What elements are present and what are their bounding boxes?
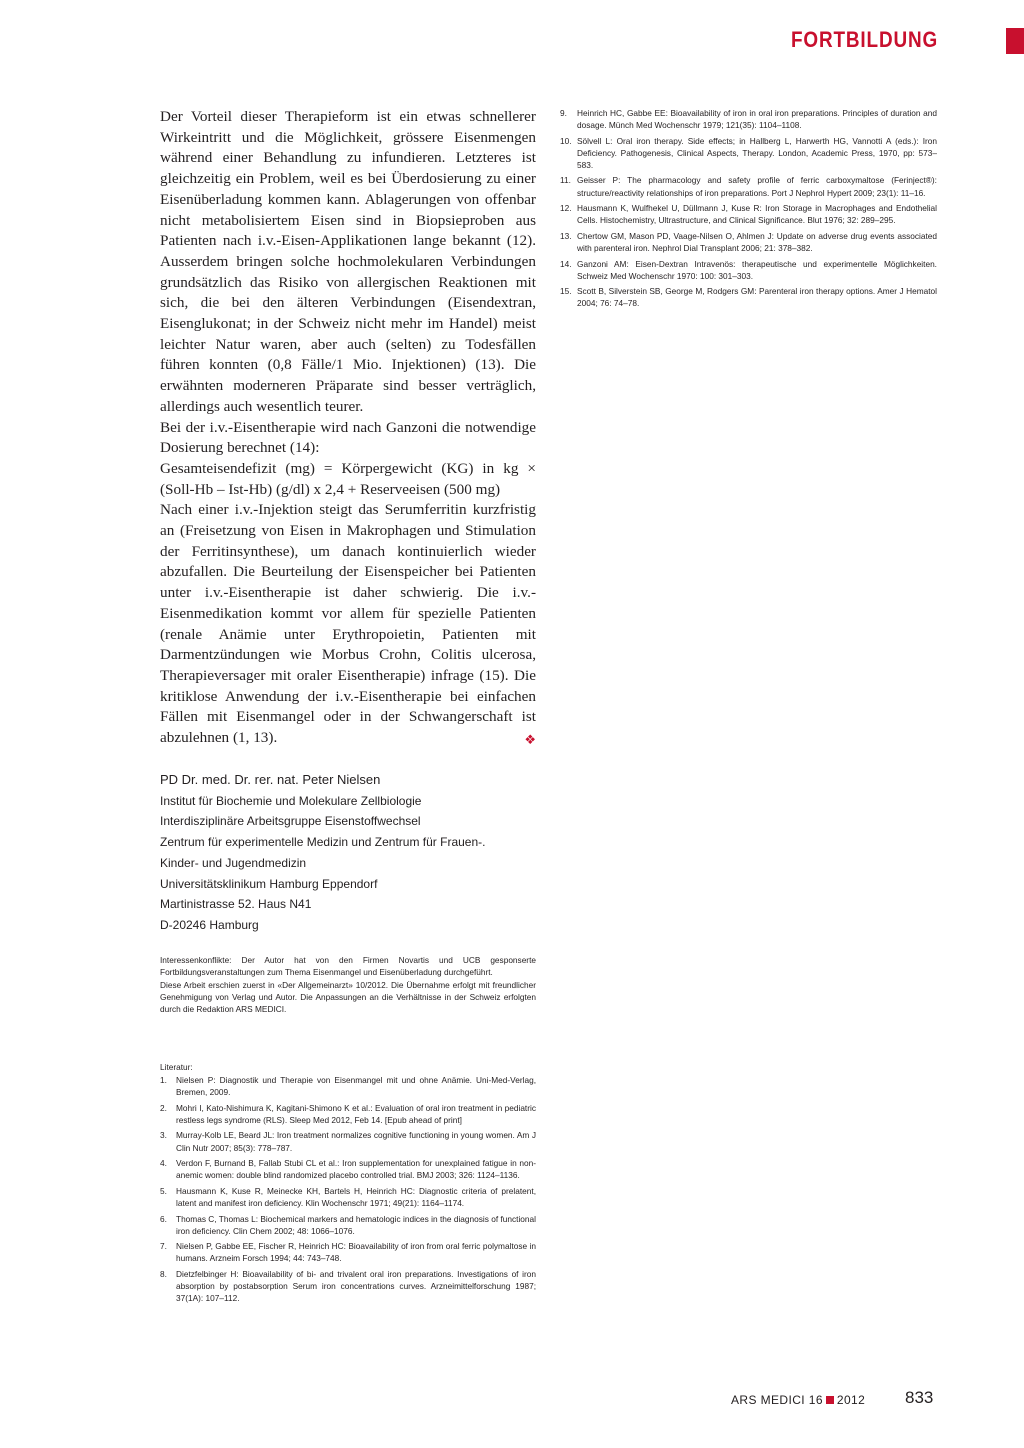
author-block bbox=[160, 770, 540, 936]
reference-text: Verdon F, Burnand B, Fallab Stubi CL et al.: Iron supplementation for unexplained fatigue in non-anemic women: double blind randomized placebo controlled trial. BMJ 2003; 326: 1124–1136. bbox=[176, 1158, 536, 1181]
reference-item bbox=[160, 1102, 536, 1126]
reference-text: Sölvell L: Oral iron therapy. Side effects; in Hallberg L, Harwerth HG, Vannotti A (eds.): Iron Deficiency. Pathogenesis, Clinical Aspects, Therapy. London, Academic Press, 1970, pp: 573–583. bbox=[577, 135, 937, 170]
article-body bbox=[160, 107, 536, 751]
reference-number: 14. bbox=[560, 258, 572, 269]
reference-item bbox=[560, 107, 937, 131]
reference-number: 8. bbox=[160, 1268, 167, 1279]
author-affiliation-line: Zentrum für experimentelle Medizin und Zentrum für Frauen-. bbox=[160, 835, 486, 850]
reference-number: 7. bbox=[160, 1241, 167, 1252]
reference-number: 6. bbox=[160, 1213, 167, 1224]
end-mark-icon: ❖ bbox=[524, 732, 536, 748]
reference-text: Heinrich HC, Gabbe EE: Bioavailability of iron in oral iron preparations. Principles of duration and dosage. Münch Med Wochenschr 1979; 121(35): 1104–1108. bbox=[577, 108, 937, 131]
reference-text: Hausmann K, Wulfhekel U, Düllmann J, Kuse R: Iron Storage in Macrophages and Endothelial Cells. Histochemistry, Ultrastructure, and Clinical Significance. Blut 1976; 32: 289–295. bbox=[577, 203, 937, 226]
journal-name: ARS MEDICI 16 bbox=[731, 1393, 823, 1407]
reference-list bbox=[160, 1074, 536, 1304]
body-paragraph: Bei der i.v.-Eisentherapie wird nach Ganzoni die notwendige Dosierung berechnet (14): bbox=[160, 418, 536, 457]
reference-item bbox=[160, 1129, 536, 1153]
reference-number: 15. bbox=[560, 286, 572, 297]
dosage-formula: Gesamteisendefizit (mg) = Körpergewicht (KG) in kg × (Soll-Hb – Ist-Hb) (g/dl) x 2,4 + Reserveeisen (500 mg) bbox=[160, 459, 536, 498]
literature-label: Literatur: bbox=[160, 1062, 193, 1072]
reference-number: 13. bbox=[560, 230, 572, 241]
reference-number: 3. bbox=[160, 1130, 167, 1141]
reference-number: 11. bbox=[560, 175, 571, 186]
reference-item bbox=[160, 1268, 536, 1304]
author-affiliation-line: Universitätsklinikum Hamburg Eppendorf bbox=[160, 876, 378, 891]
reference-item bbox=[160, 1213, 536, 1237]
reference-item bbox=[160, 1074, 536, 1098]
reference-text: Nielsen P: Diagnostik und Therapie von Eisenmangel mit und ohne Anämie. Uni-Med-Verlag, Bremen, 2009. bbox=[176, 1075, 536, 1098]
reference-number: 2. bbox=[160, 1102, 167, 1113]
reference-text: Geisser P: The pharmacology and safety profile of ferric carboxymaltose (Ferinject®): structure/reactivity relationships of iron preparations. Port J Nephrol Hypert 2009; 23(1): 11–16. bbox=[577, 175, 937, 198]
notes-block bbox=[160, 954, 536, 1015]
reference-number: 4. bbox=[160, 1158, 167, 1169]
section-title: FORTBILDUNG bbox=[790, 27, 938, 52]
reference-item bbox=[560, 174, 937, 198]
origin-note: Diese Arbeit erschien zuerst in «Der Allgemeinarzt» 10/2012. Die Übernahme erfolgt mit freundlicher Genehmigung von Verlag und Autor. Die Anpassungen an die Verhältnisse in der Schweiz erfolgten durch die Redaktion ARS MEDICI. bbox=[160, 979, 536, 1015]
body-paragraph-text: Nach einer i.v.-Injektion steigt das Serumferritin kurzfristig an (Freisetzung von Eisen in Makrophagen und Stimulation der Ferritinsynthese), um danach kontinuierlich wieder abzufallen. Die Beurteilung der Eisenspeicher bei Patienten unter i.v.-Eisentherapie ist daher schwierig. Die i.v.-Eisenmedikation kommt vor allem für spezielle Patienten (renale Anämie unter Erythropoietin, Patienten mit Darmentzündungen wie Morbus Crohn, Colitis ulcerosa, Therapieversager mit oraler Eisentherapie) infrage (15). Die kritiklose Anwendung der i.v.-Eisentherapie bei einfachen Fällen mit Eisenmangel oder in der Schwangerschaft ist abzulehnen (1, 13). bbox=[160, 501, 536, 747]
reference-text: Ganzoni AM: Eisen-Dextran Intravenös: therapeutische und experimentelle Möglichkeiten. Schweiz Med Wochenschr 1970: 100: 301–303. bbox=[577, 258, 937, 281]
reference-number: 10. bbox=[560, 135, 572, 146]
reference-number: 5. bbox=[160, 1185, 167, 1196]
reference-item bbox=[160, 1240, 536, 1264]
author-name: PD Dr. med. Dr. rer. nat. Peter Nielsen bbox=[160, 772, 381, 787]
section-marker bbox=[1006, 28, 1024, 54]
reference-text: Dietzfelbinger H: Bioavailability of bi- and trivalent oral iron preparations. Investigations of iron absorption by postabsorption Serum iron concentrations curves. Arzneimittelforschung 1987; 37(1A): 107–112. bbox=[176, 1268, 536, 1304]
reference-text: Nielsen P, Gabbe EE, Fischer R, Heinrich HC: Bioavailability of iron from oral ferric polymaltose in humans. Arzneim Forsch 1994; 44: 743–748. bbox=[176, 1241, 536, 1264]
reference-text: Hausmann K, Kuse R, Meinecke KH, Bartels H, Heinrich HC: Diagnostic criteria of prelatent, latent and manifest iron deficiency. Klin Wochenschr 1971; 49(21): 1164–1174. bbox=[176, 1185, 536, 1208]
reference-text: Murray-Kolb LE, Beard JL: Iron treatment normalizes cognitive functioning in young women. Am J Clin Nutr 2007; 85(3): 778–787. bbox=[176, 1130, 536, 1153]
references-left bbox=[160, 1061, 536, 1308]
reference-number: 12. bbox=[560, 203, 572, 214]
body-paragraph: Der Vorteil dieser Therapieform ist ein etwas schnellerer Wirkeintritt und die Möglichkeit, grössere Eisenmengen während einer Behandlung zu infundieren. Letzteres ist gleichzeitig ein Problem, weil es bei Überdosierung zu einer Eisenüberladung kommen kann. Ablagerungen von offenbar nicht metabolisiertem Eisen sind in Biopsieproben aus Patienten nach i.v.-Eisen-Applikationen lange bekannt (12). Ausserdem bringen solche hochmolekularen Verbindungen grundsätzlich das Risiko von allergischen Reaktionen mit sich, die bei den älteren Verbindungen (Eisendextran, Eisenglukonat; in der Schweiz nicht mehr im Handel) meist leichter Natur waren, aber auch (selten) zu Todesfällen führen konnten (0,8 Fälle/1 Mio. Injektionen) (13). Die erwähnten moderneren Präparate sind besser verträglich, allerdings auch wesentlich teurer. bbox=[160, 108, 536, 415]
reference-item bbox=[160, 1157, 536, 1181]
author-affiliation-line: Institut für Biochemie und Molekulare Zellbiologie bbox=[160, 793, 422, 808]
reference-text: Mohri I, Kato-Nishimura K, Kagitani-Shimono K et al.: Evaluation of oral iron treatment in pediatric restless legs syndrome (RLS). Sleep Med 2012, Feb 14. [Epub ahead of print] bbox=[176, 1102, 536, 1125]
conflict-of-interest: Interessenkonflikte: Der Autor hat von den Firmen Novartis und UCB gesponserte Fortbildungsveranstaltungen zum Thema Eisenmangel und Eisenüberladung durchgeführt. bbox=[160, 955, 536, 978]
page-number: 833 bbox=[905, 1388, 934, 1407]
reference-item bbox=[560, 202, 937, 226]
reference-number: 1. bbox=[160, 1075, 167, 1086]
journal-footer bbox=[731, 1393, 865, 1407]
author-affiliation-line: Martinistrasse 52. Haus N41 bbox=[160, 897, 312, 912]
reference-text: Thomas C, Thomas L: Biochemical markers and hematologic indices in the diagnosis of functional iron deficiency. Clin Chem 2002; 48: 1066–1076. bbox=[176, 1213, 536, 1236]
separator-square-icon bbox=[826, 1396, 834, 1404]
author-affiliation-line: D-20246 Hamburg bbox=[160, 917, 259, 932]
references-right bbox=[560, 107, 937, 313]
reference-list bbox=[560, 107, 937, 309]
body-paragraph bbox=[160, 500, 536, 748]
reference-item bbox=[160, 1185, 536, 1209]
reference-text: Scott B, Silverstein SB, George M, Rodgers GM: Parenteral iron therapy options. Amer J Hematol 2004; 76: 74–78. bbox=[577, 286, 937, 309]
author-affiliation-line: Interdisziplinäre Arbeitsgruppe Eisenstoffwechsel bbox=[160, 814, 421, 829]
reference-item bbox=[560, 285, 937, 309]
reference-number: 9. bbox=[560, 108, 567, 118]
reference-item bbox=[560, 135, 937, 171]
reference-item bbox=[560, 230, 937, 254]
reference-text: Chertow GM, Mason PD, Vaage-Nilsen O, Ahlmen J: Update on adverse drug events associated with parenteral iron. Nephrol Dial Transplant 2006; 21: 378–382. bbox=[577, 230, 937, 253]
journal-year: 2012 bbox=[836, 1393, 866, 1407]
reference-item bbox=[560, 258, 937, 282]
author-affiliation-line: Kinder- und Jugendmedizin bbox=[160, 855, 307, 870]
